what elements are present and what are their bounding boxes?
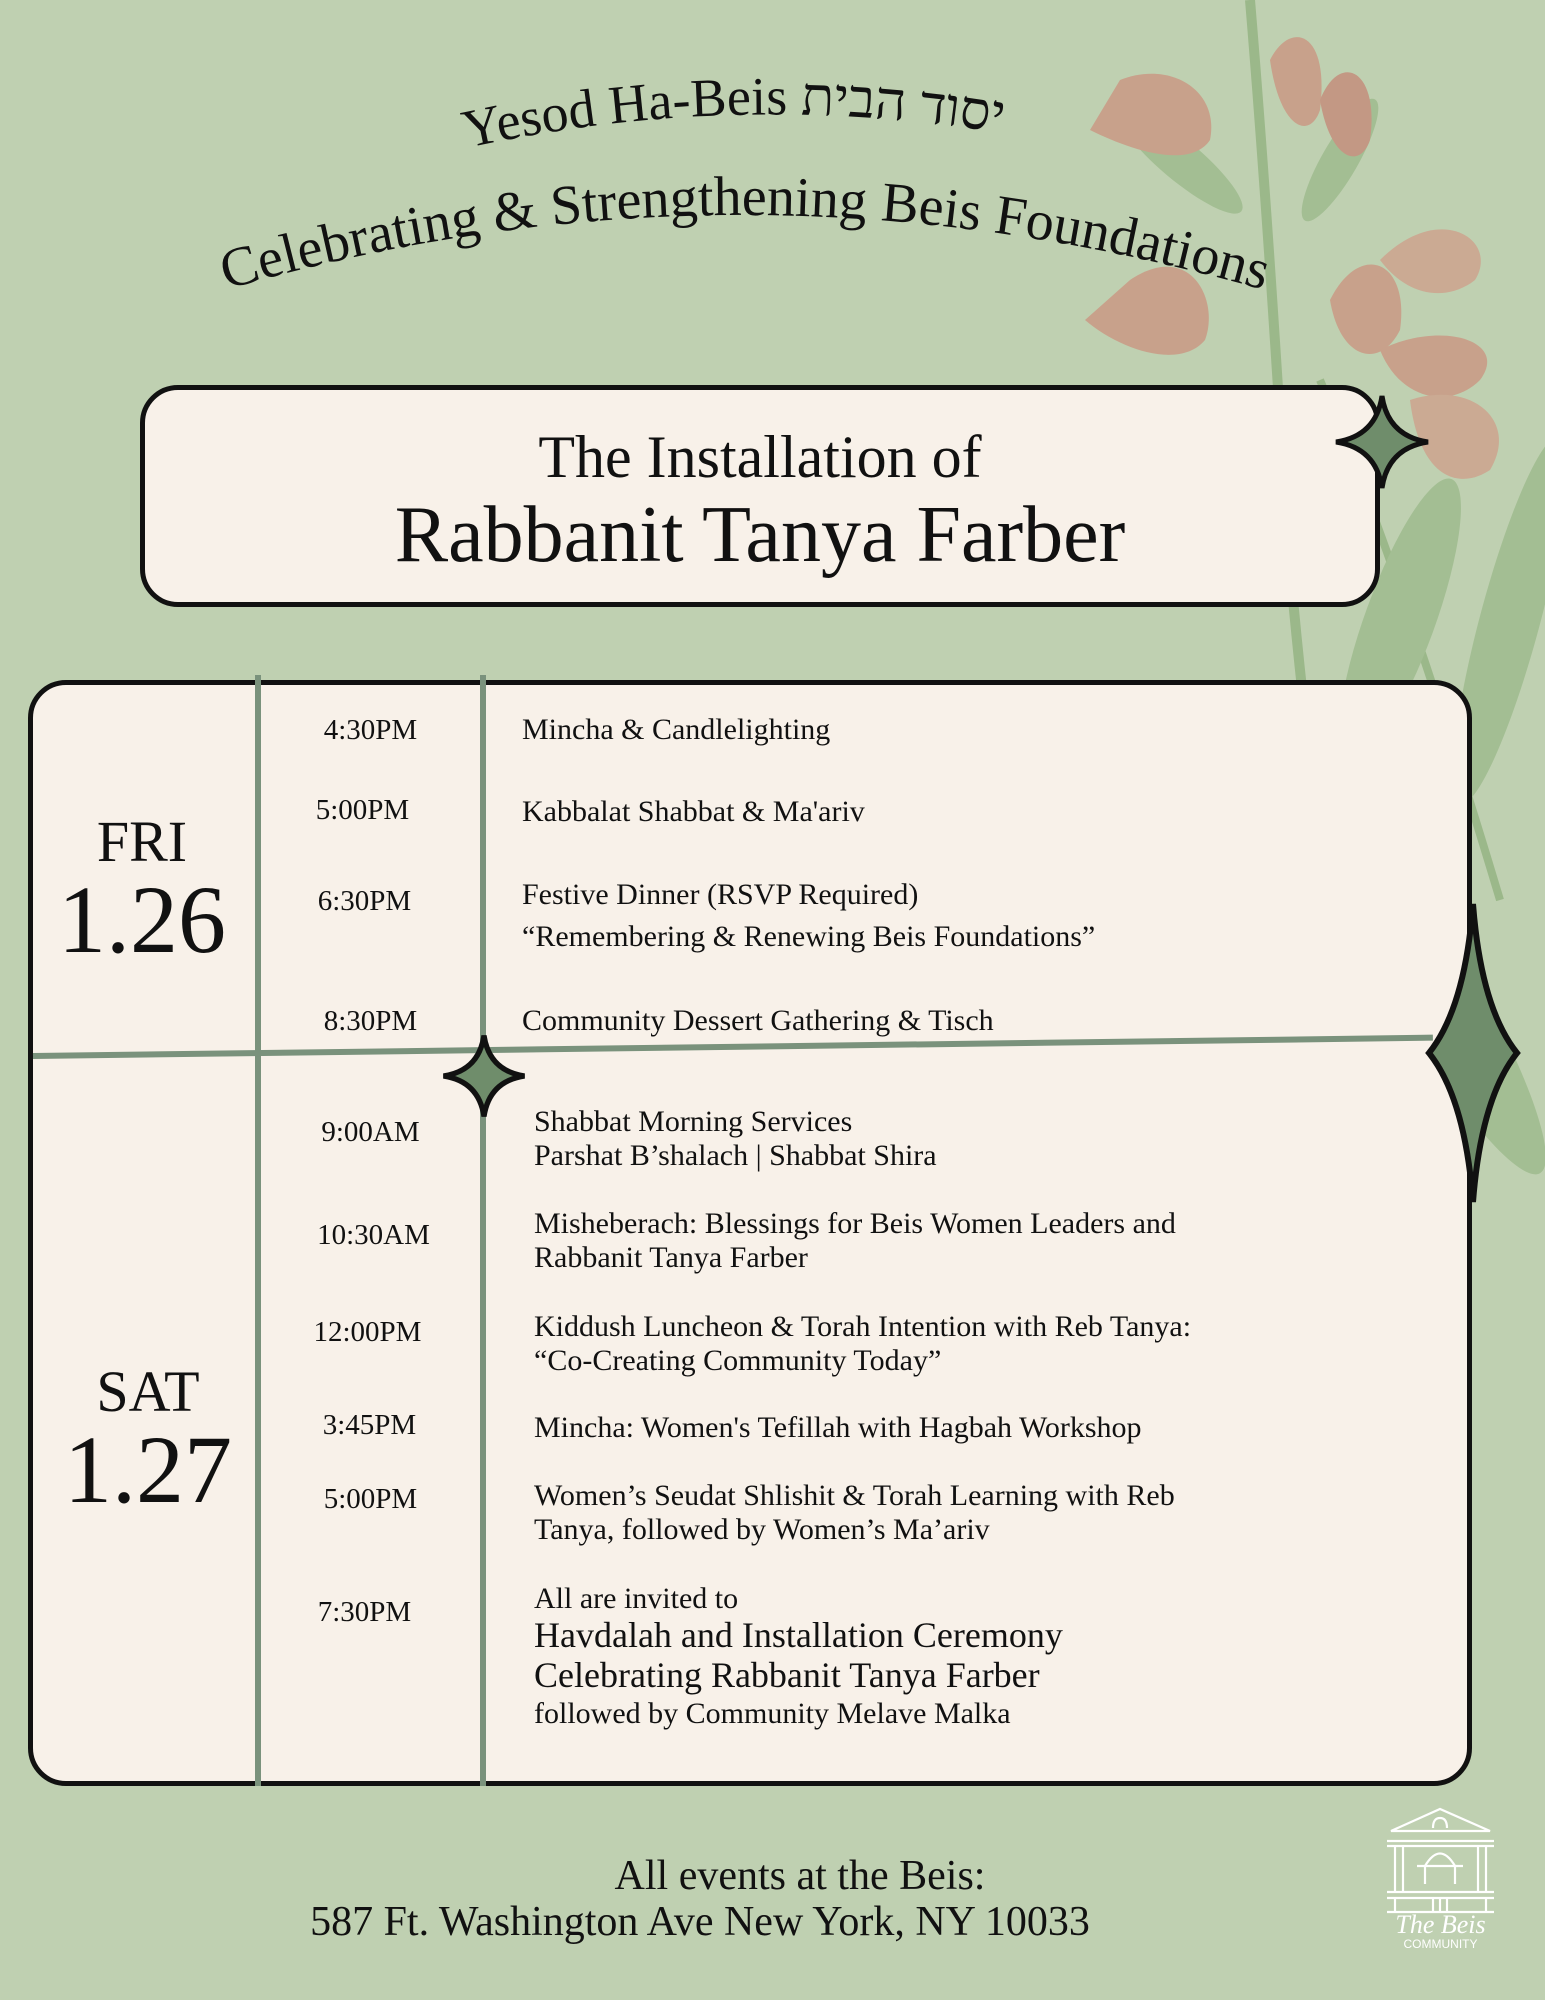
event-subtitle: followed by Community Melave Malka bbox=[534, 1697, 1011, 1730]
event-subtitle: “Remembering & Renewing Beis Foundations” bbox=[522, 920, 1096, 953]
event-time: 6:30PM bbox=[317, 885, 412, 917]
header-line2: Celebrating & Strengthening Beis Foundations bbox=[213, 165, 1277, 303]
day-name: FRI bbox=[96, 809, 188, 874]
event-subtitle: Rabbanit Tanya Farber bbox=[534, 1241, 808, 1274]
footer-line1: All events at the Beis: bbox=[614, 1853, 986, 1899]
event-headline: Havdalah and Installation Ceremony bbox=[534, 1615, 1063, 1655]
header-line1: Yesod Ha-Beis יסוד הבית bbox=[456, 66, 1010, 160]
day-label-fri bbox=[27, 809, 257, 973]
page-title: Rabbanit Tanya Farber bbox=[394, 491, 1126, 579]
event-title: Misheberach: Blessings for Beis Women Leaders and bbox=[534, 1207, 1176, 1240]
event-subtitle: Parshat B’shalach | Shabbat Shira bbox=[534, 1139, 937, 1172]
four-point-star-icon bbox=[1332, 392, 1432, 492]
event-time: 4:30PM bbox=[323, 714, 418, 746]
logo-name: The Beis bbox=[1395, 1910, 1486, 1939]
event-time: 3:45PM bbox=[322, 1409, 417, 1441]
four-point-star-icon bbox=[1425, 898, 1521, 1208]
event-title: Mincha: Women's Tefillah with Hagbah Workshop bbox=[534, 1411, 1142, 1444]
day-date: 1.27 bbox=[64, 1416, 232, 1523]
event-subtitle: “Co-Creating Community Today” bbox=[534, 1344, 942, 1377]
day-label-sat bbox=[33, 1359, 263, 1523]
day-name: SAT bbox=[96, 1359, 200, 1424]
event-title: Women’s Seudat Shlishit & Torah Learning with Reb bbox=[534, 1479, 1175, 1512]
event-time: 12:00PM bbox=[313, 1316, 422, 1348]
svg-text:Celebrating & Strengthening Be bbox=[213, 166, 1277, 302]
event-title: Shabbat Morning Services bbox=[534, 1105, 853, 1138]
event-title: Mincha & Candlelighting bbox=[522, 713, 831, 746]
four-point-star-icon bbox=[440, 1032, 528, 1120]
event-title bbox=[534, 1615, 1063, 1655]
event-title: Community Dessert Gathering & Tisch bbox=[522, 1004, 994, 1037]
title-subheading: The Installation of bbox=[538, 424, 982, 490]
event-title: Festive Dinner (RSVP Required) bbox=[522, 878, 919, 911]
logo-subtitle: COMMUNITY bbox=[1403, 1937, 1478, 1951]
header-arc bbox=[0, 0, 1545, 360]
event-time: 5:00PM bbox=[323, 1483, 418, 1515]
event-time: 8:30PM bbox=[323, 1005, 418, 1037]
event-intro: All are invited to bbox=[534, 1582, 739, 1615]
event-time: 5:00PM bbox=[315, 794, 410, 826]
event-time: 9:00AM bbox=[321, 1116, 420, 1148]
svg-text:Yesod Ha-Beis יסוד הבית bbox=[457, 66, 1010, 159]
event-subtitle: Tanya, followed by Women’s Ma’ariv bbox=[534, 1513, 990, 1546]
event-time: 10:30AM bbox=[317, 1219, 430, 1251]
event-headline: Celebrating Rabbanit Tanya Farber bbox=[534, 1655, 1040, 1695]
title-box bbox=[140, 385, 1380, 607]
event-title: Kabbalat Shabbat & Ma'ariv bbox=[522, 795, 865, 828]
day-date: 1.26 bbox=[58, 866, 226, 973]
event-title bbox=[534, 1655, 1040, 1695]
event-time: 7:30PM bbox=[317, 1596, 412, 1628]
event-title: Kiddush Luncheon & Torah Intention with Reb Tanya: bbox=[534, 1310, 1192, 1343]
footer-address: 587 Ft. Washington Ave New York, NY 10033 bbox=[310, 1899, 1090, 1945]
